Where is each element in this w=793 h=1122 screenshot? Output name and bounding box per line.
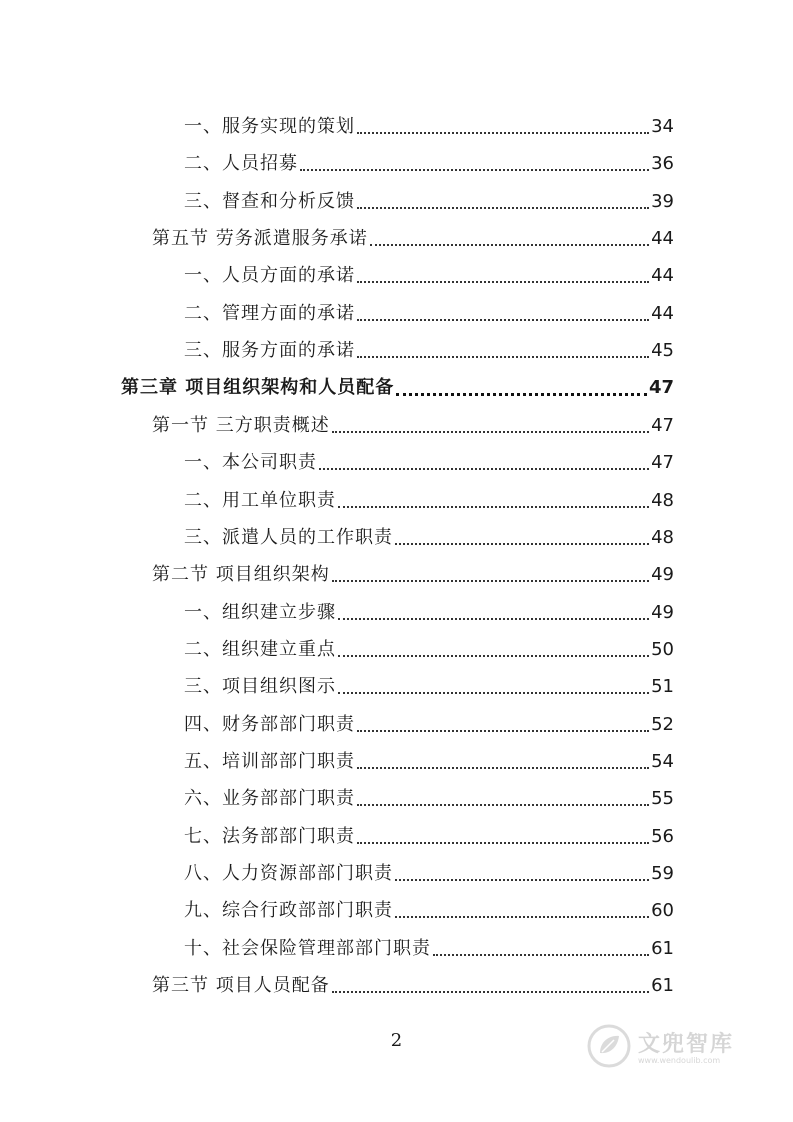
toc-entry[interactable] <box>184 885 674 922</box>
toc-leader-dots <box>338 691 649 694</box>
toc-entry-page: 47 <box>651 452 674 474</box>
toc-entry-title: 第一节 三方职责概述 <box>152 414 330 436</box>
toc-entry[interactable] <box>184 811 674 848</box>
toc-entry[interactable] <box>152 400 674 437</box>
toc-entry-page: 44 <box>651 265 674 287</box>
toc-entry[interactable] <box>184 101 674 138</box>
toc-leader-dots <box>332 430 649 433</box>
toc-entry-title: 六、业务部部门职责 <box>184 788 355 810</box>
toc-entry[interactable] <box>184 250 674 287</box>
toc-entry-page: 56 <box>651 825 674 847</box>
toc-leader-dots <box>395 542 649 545</box>
page-number: 2 <box>390 1030 403 1051</box>
toc-leader-dots <box>338 505 649 508</box>
toc-entry-title: 一、服务实现的策划 <box>184 116 355 137</box>
toc-entry-page: 47 <box>651 414 674 436</box>
toc-entry-title: 三、督查和分析反馈 <box>184 190 355 212</box>
toc-entry[interactable] <box>184 773 674 810</box>
toc-leader-dots <box>357 280 649 283</box>
toc-entry-title: 十、社会保险管理部部门职责 <box>184 937 431 959</box>
toc-leader-dots <box>433 953 649 956</box>
toc-entry-title: 三、项目组织图示 <box>184 676 336 698</box>
toc-entry-title: 二、用工单位职责 <box>184 489 336 511</box>
toc-leader-dots <box>357 766 649 769</box>
toc-entry-page: 55 <box>651 788 674 810</box>
toc-entry[interactable] <box>152 213 674 250</box>
toc-entry-page: 36 <box>651 153 674 175</box>
watermark-name: 文兜智库 <box>638 1032 735 1057</box>
toc-leader-dots <box>357 803 649 806</box>
toc-entry-title: 一、组织建立步骤 <box>184 601 336 623</box>
toc-entry[interactable] <box>184 587 674 624</box>
toc-entry-title: 三、派遣人员的工作职责 <box>184 526 393 548</box>
toc-leader-dots <box>357 841 649 844</box>
toc-entry-page: 60 <box>651 900 674 922</box>
toc-entry-title: 七、法务部部门职责 <box>184 825 355 847</box>
toc-entry-page: 47 <box>648 377 674 399</box>
toc-entry-page: 51 <box>651 676 674 698</box>
toc-leader-dots <box>357 131 649 134</box>
toc-entry-title: 一、人员方面的承诺 <box>184 265 355 287</box>
toc-entry[interactable] <box>184 848 674 885</box>
toc-entry-page: 54 <box>651 750 674 772</box>
toc-entry[interactable] <box>184 288 674 325</box>
toc-entry-page: 34 <box>651 116 674 137</box>
toc-entry-page: 44 <box>651 228 674 250</box>
watermark-logo <box>586 1018 756 1074</box>
toc-entry-page: 49 <box>651 564 674 586</box>
toc-leader-dots <box>338 617 649 620</box>
toc-entry-title: 八、人力资源部部门职责 <box>184 863 393 884</box>
toc-leader-dots <box>395 915 649 918</box>
toc-entry-title: 二、人员招募 <box>184 153 298 175</box>
toc-leader-dots <box>332 579 649 582</box>
toc-entry-page: 59 <box>651 863 674 884</box>
toc-leader-dots <box>357 355 649 358</box>
toc-entry[interactable] <box>184 512 674 549</box>
toc-entry[interactable] <box>184 325 674 362</box>
toc-entry-title: 四、财务部部门职责 <box>184 713 355 735</box>
toc-entry[interactable] <box>152 960 674 997</box>
toc-entry-title: 第五节 劳务派遣服务承诺 <box>152 228 368 250</box>
toc-entry-page: 39 <box>651 190 674 212</box>
toc-entry-page: 61 <box>651 975 674 997</box>
toc-entry-page: 61 <box>651 937 674 959</box>
toc-entry-page: 48 <box>651 489 674 511</box>
toc-entry[interactable] <box>184 736 674 773</box>
toc-entry[interactable] <box>184 176 674 213</box>
leaf-logo-icon <box>586 1023 632 1069</box>
toc-entry-page: 49 <box>651 601 674 623</box>
toc-entry[interactable] <box>184 475 674 512</box>
toc-entry-page: 45 <box>651 340 674 362</box>
toc-entry[interactable] <box>121 362 674 399</box>
toc-leader-dots <box>338 654 649 657</box>
toc-leader-dots <box>357 729 649 732</box>
toc-entry-title: 二、组织建立重点 <box>184 638 336 660</box>
toc-entry-title: 一、本公司职责 <box>184 452 317 474</box>
toc-entry-page: 50 <box>651 638 674 660</box>
toc-entry-title: 第三章 项目组织架构和人员配备 <box>121 377 395 399</box>
toc-entry-title: 二、管理方面的承诺 <box>184 302 355 324</box>
toc-leader-dots <box>319 467 649 470</box>
toc-entry-title: 五、培训部部门职责 <box>184 750 355 772</box>
toc-entry-page: 44 <box>651 302 674 324</box>
toc-entry[interactable] <box>184 699 674 736</box>
watermark-url: www.wendoulib.com <box>638 1056 721 1065</box>
toc-entry[interactable] <box>184 661 674 698</box>
toc-leader-dots <box>357 206 649 209</box>
toc-entry-title: 九、综合行政部部门职责 <box>184 900 393 922</box>
toc-entry-page: 48 <box>651 526 674 548</box>
toc-leader-dots <box>396 392 647 396</box>
toc-leader-dots <box>370 243 649 246</box>
toc-leader-dots <box>300 168 649 171</box>
toc-entry[interactable] <box>152 549 674 586</box>
toc-entry[interactable] <box>184 138 674 175</box>
toc-entry-page: 52 <box>651 713 674 735</box>
toc-entry-title: 三、服务方面的承诺 <box>184 340 355 362</box>
toc-entry-title: 第三节 项目人员配备 <box>152 975 330 997</box>
toc-entry[interactable] <box>184 624 674 661</box>
toc-leader-dots <box>357 318 649 321</box>
toc-entry-title: 第二节 项目组织架构 <box>152 564 330 586</box>
toc-leader-dots <box>395 878 649 881</box>
toc-entry[interactable] <box>184 437 674 474</box>
toc-leader-dots <box>332 990 649 993</box>
toc-entry[interactable] <box>184 923 674 960</box>
